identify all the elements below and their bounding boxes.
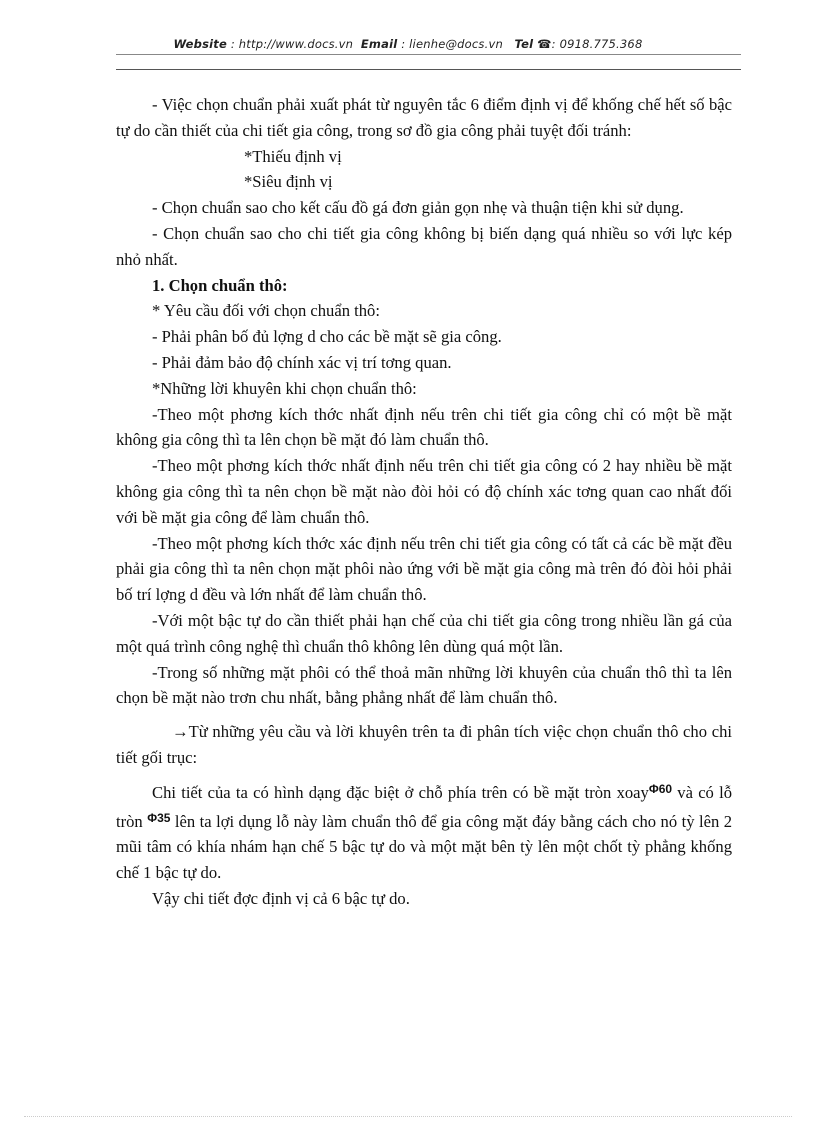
paragraph: - Chọn chuẩn sao cho kết cấu đồ gá đơn giản gọn nhẹ và thuận tiện khi sử dụng. xyxy=(152,198,684,218)
list-item: *Siêu định vị xyxy=(244,172,333,192)
phone-icon: ☎ xyxy=(537,37,552,51)
page-footer-rule xyxy=(24,1116,792,1117)
paragraph: *Những lời khuyên khi chọn chuẩn thô: xyxy=(152,378,417,398)
paragraph: -Trong số những mặt phôi có thể thoả mãn những lời khuyên của chuẩn thô thì ta lên chọn bề mặt nào trơn chu nhất, bằng phẳng nhất để làm chuẩn thô. xyxy=(116,662,732,708)
paragraph-text: Chi tiết của ta có hình dạng đặc biệt ở chỗ phía trên có bề mặt tròn xoay xyxy=(152,782,649,802)
paragraph: -Theo một phơng kích thớc nhất định nếu trên chi tiết gia công chỉ có một bề mặt không gia công thì ta lên chọn bề mặt đó làm chuẩn thô. xyxy=(116,404,732,450)
page-header xyxy=(0,37,816,51)
diameter-35-label: Φ35 xyxy=(147,810,171,825)
header-rule-bottom xyxy=(116,69,741,70)
list-item: *Thiếu định vị xyxy=(244,146,342,166)
paragraph: * Yêu cầu đối với chọn chuẩn thô: xyxy=(152,301,380,321)
website-label: Website xyxy=(173,37,227,51)
paragraph-text: Từ những yêu cầu và lời khuyên trên ta đi phân tích việc chọn chuẩn thô cho chi tiết gối trục: xyxy=(116,722,732,767)
paragraph-text: lên ta lợi dụng lỗ này làm chuẩn thô để gia công mặt đáy bằng cách cho nó tỳ lên 2 mũi tâm có khía nhám hạn chế 5 bậc tự do và một mặt bên tỳ lên một chốt tỳ phẳng khống chế 1 bậc tự do. xyxy=(116,811,733,883)
arrow-icon: → xyxy=(172,722,189,742)
tel-value: : 0918.775.368 xyxy=(551,37,643,51)
paragraph: -Theo một phơng kích thớc xác định nếu trên chi tiết gia công có tất cả các bề mặt đều phải gia công thì ta nên chọn mặt phôi nào ứng với bề mặt gia công mà trên đó đòi hỏi phải bố trí lợng d đều và lớn nhất để làm chuẩn thô. xyxy=(116,533,732,605)
paragraph xyxy=(116,777,732,886)
email-label: Email xyxy=(360,37,398,51)
paragraph: -Với một bậc tự do cần thiết phải hạn chế của chi tiết gia công trong nhiều lần gá của một quá trình công nghệ thì chuẩn thô không lên dùng quá một lần. xyxy=(116,610,732,656)
paragraph xyxy=(116,719,732,771)
section-heading: 1. Chọn chuẩn thô: xyxy=(152,275,288,295)
website-value: : http://www.docs.vn xyxy=(230,37,354,51)
diameter-60-label: Φ60 xyxy=(648,781,673,796)
paragraph: - Phải phân bố đủ lợng d cho các bề mặt sẽ gia công. xyxy=(152,327,502,347)
paragraph: Vậy chi tiết đợc định vị cả 6 bậc tự do. xyxy=(152,888,410,908)
paragraph: - Việc chọn chuẩn phải xuất phát từ nguyên tắc 6 điểm định vị để khống chế hết số bậc tự do cần thiết của chi tiết gia công, trong sơ đồ gia công phải tuyệt đối tránh: xyxy=(116,95,732,140)
paragraph: - Chọn chuẩn sao cho chi tiết gia công không bị biến dạng quá nhiều so với lực kép nhỏ nhất. xyxy=(116,223,732,269)
tel-label: Tel xyxy=(514,37,534,51)
document-body xyxy=(116,92,732,912)
paragraph-text: và có lỗ tròn xyxy=(116,782,733,831)
paragraph: - Phải đảm bảo độ chính xác vị trí tơng quan. xyxy=(152,352,452,372)
paragraph: -Theo một phơng kích thớc nhất định nếu trên chi tiết gia công có 2 hay nhiều bề mặt không gia công thì ta nên chọn bề mặt nào đòi hỏi có độ chính xác tơng quan cao nhất đối với bề mặt gia công để làm chuẩn thô. xyxy=(116,456,732,527)
email-value: : lienhe@docs.vn xyxy=(401,37,503,51)
header-rule-top xyxy=(116,54,741,55)
